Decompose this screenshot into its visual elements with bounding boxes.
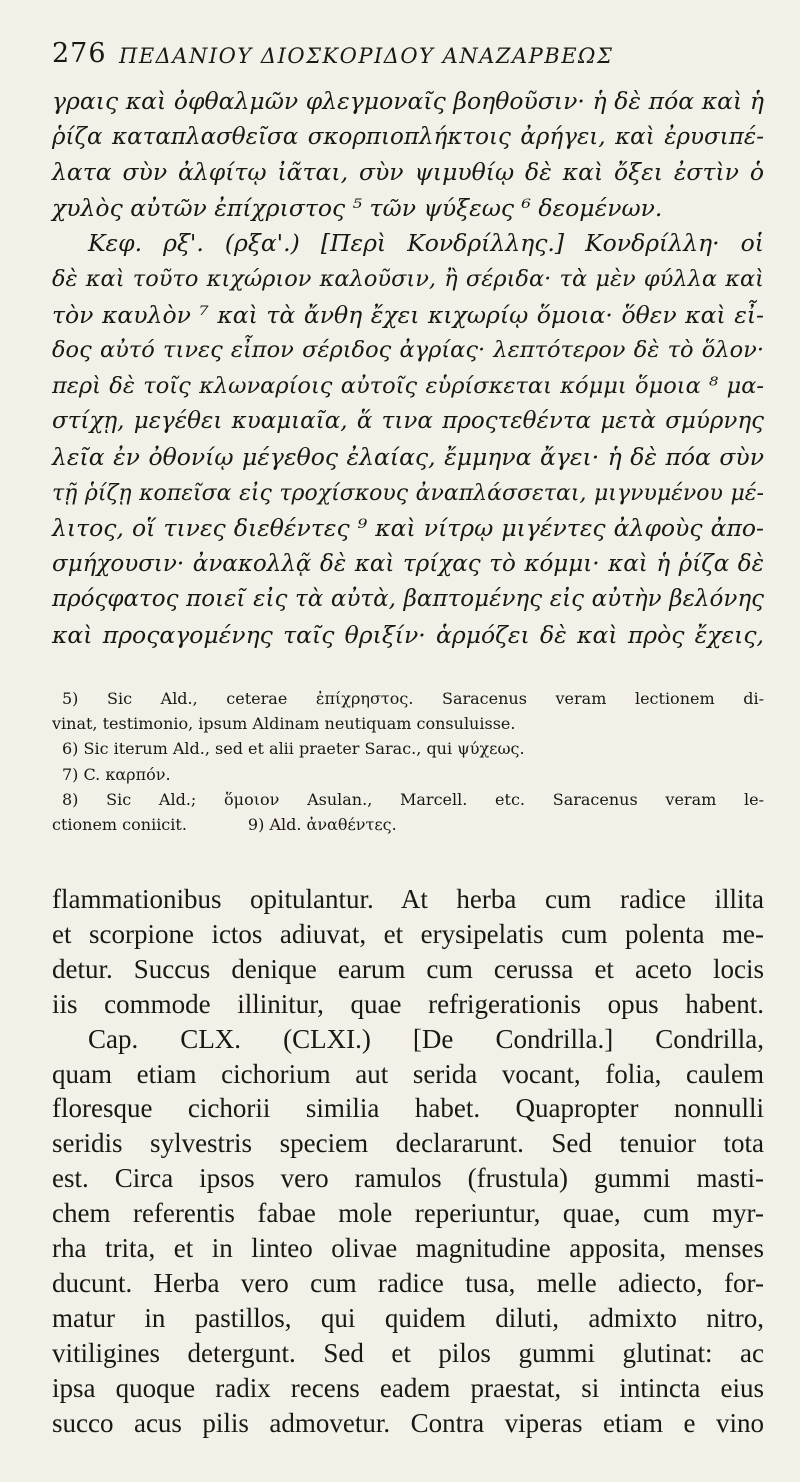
greek-line: τὸν καυλὸν ⁷ καὶ τὰ ἄνθη ἔχει κιχωρίῳ ὅμοια· ὅθεν καὶ εἶ-	[52, 300, 764, 329]
latin-line: flammationibus opitulantur. At herba cum radice illita	[52, 884, 764, 914]
running-head: ΠΕΔΑΝΙΟΥ ΔΙΟΣΚΟΡΙΔΟΥ ΑΝΑΖΑΡΒΕΩΣ	[119, 44, 614, 68]
footnote-line: vinat, testimonio, ipsum Aldinam neutiquam consuluisse.	[52, 714, 516, 734]
greek-line: πρόςφατος ποιεῖ εἰς τὰ αὐτὰ, βαπτομένης εἰς αὐτὴν βελόνης	[52, 586, 764, 613]
latin-line: chem referentis fabae mole reperiuntur, quae, cum myr-	[52, 1198, 764, 1229]
footnote-line: 5) Sic Ald., ceterae ἐπίχρηστος. Saracenus veram lectionem di-	[62, 689, 764, 708]
greek-line: ῥίζα καταπλασθεῖσα σκορπιοπλήκτοις ἀρήγει, καὶ ἐρυσιπέ-	[52, 123, 764, 150]
latin-line: floresque cichorii similia habet. Quapropter nonnulli	[52, 1093, 764, 1124]
latin-text-block	[52, 882, 764, 1441]
footnote-line: ctionem coniicit. 9) Ald. ἀναθέντες.	[52, 815, 397, 835]
greek-line: τῇ ῥίζῃ κοπεῖσα εἰς τροχίσκους ἀναπλάσσεται, μιγνυμένου μέ-	[52, 480, 764, 506]
latin-line: iis commode illinitur, quae refrigerationis opus habent.	[52, 988, 764, 1019]
latin-line: est. Circa ipsos vero ramulos (frustula) gummi masti-	[52, 1163, 764, 1194]
latin-line: quam etiam cichorium aut serida vocant, folia, caulem	[52, 1058, 764, 1089]
greek-line: δὲ καὶ τοῦτο κιχώριον καλοῦσιν, ἢ σέριδα· τὰ μὲν φύλλα καὶ	[52, 265, 764, 292]
greek-line: λεῖα ἐν ὀθονίῳ μέγεθος ἐλαίας, ἔμμηνα ἄγει· ἡ δὲ πόα σὺν	[52, 442, 764, 471]
latin-line: et scorpione ictos adiuvat, et erysipelatis cum polenta me-	[52, 918, 764, 949]
latin-line: detur. Succus denique earum cum cerussa et aceto locis	[52, 953, 764, 984]
latin-line: vitiligines detergunt. Sed et pilos gummi glutinat: ac	[52, 1337, 764, 1368]
greek-line: καὶ προςαγομένης ταῖς θριξίν· ἁρμόζει δὲ καὶ πρὸς ἔχεις,	[52, 620, 764, 649]
greek-line: λατα σὺν ἀλφίτῳ ἰᾶται, σὺν ψιμυθίῳ δὲ καὶ ὄξει ἐστὶν ὁ	[52, 158, 764, 187]
latin-line: seridis sylvestris speciem declararunt. Sed tenuior tota	[52, 1128, 764, 1159]
latin-line: rha trita, et in linteo olivae magnitudine apposita, menses	[52, 1233, 764, 1264]
greek-line: δος αὐτό τινες εἶπον σέριδος ἀγρίας· λεπτότερον δὲ τὸ ὅλον·	[52, 337, 764, 364]
latin-line: Cap. CLX. (CLXI.) [De Condrilla.] Condrilla,	[88, 1023, 764, 1054]
greek-line: στίχῃ, μεγέθει κυαμιαῖα, ἅ τινα προςτεθέντα μετὰ σμύρνης	[52, 408, 764, 435]
page-number: 276	[52, 38, 107, 69]
latin-line: matur in pastillos, qui quidem diluti, admixto nitro,	[52, 1302, 764, 1333]
page-header	[52, 38, 760, 78]
greek-line: περὶ δὲ τοῖς κλωναρίοις αὐτοῖς εὑρίσκεται κόμμι ὅμοια ⁸ μα-	[52, 372, 764, 399]
footnote-line: 7) C. καρπόν.	[62, 764, 171, 784]
footnote-line: 8) Sic Ald.; ὅμοιον Asulan., Marcell. etc. Saracenus veram le-	[62, 789, 764, 809]
greek-line: Κεφ. ρξ'. (ρξα'.) [Περὶ Κονδρίλλης.] Κονδρίλλη· οἱ	[88, 229, 764, 258]
greek-line: σμήχουσιν· ἀνακολλᾷ δὲ καὶ τρίχας τὸ κόμμι· καὶ ἡ ῥίζα δὲ	[52, 550, 764, 577]
latin-line: succo acus pilis admovetur. Contra viperas etiam e vino	[52, 1407, 764, 1438]
latin-line: ipsa quoque radix recens eadem praestat, si intincta eius	[52, 1372, 764, 1403]
greek-line: λιτος, οἵ τινες διεθέντες ⁹ καὶ νίτρῳ μιγέντες ἀλφοὺς ἀπο-	[52, 514, 764, 543]
greek-line: γραις καὶ ὀφθαλμῶν φλεγμοναῖς βοηθοῦσιν· ἡ δὲ πόα καὶ ἡ	[52, 87, 764, 115]
footnotes	[52, 686, 764, 837]
footnote-line: 6) Sic iterum Ald., sed et alii praeter Sarac., qui ψύχεως.	[62, 739, 525, 759]
latin-line: ducunt. Herba vero cum radice tusa, melle adiecto, for-	[52, 1267, 764, 1298]
greek-text-block	[52, 84, 764, 654]
greek-line: χυλὸς αὐτῶν ἐπίχριστος ⁵ τῶν ψύξεως ⁶ δεομένων.	[52, 193, 663, 222]
